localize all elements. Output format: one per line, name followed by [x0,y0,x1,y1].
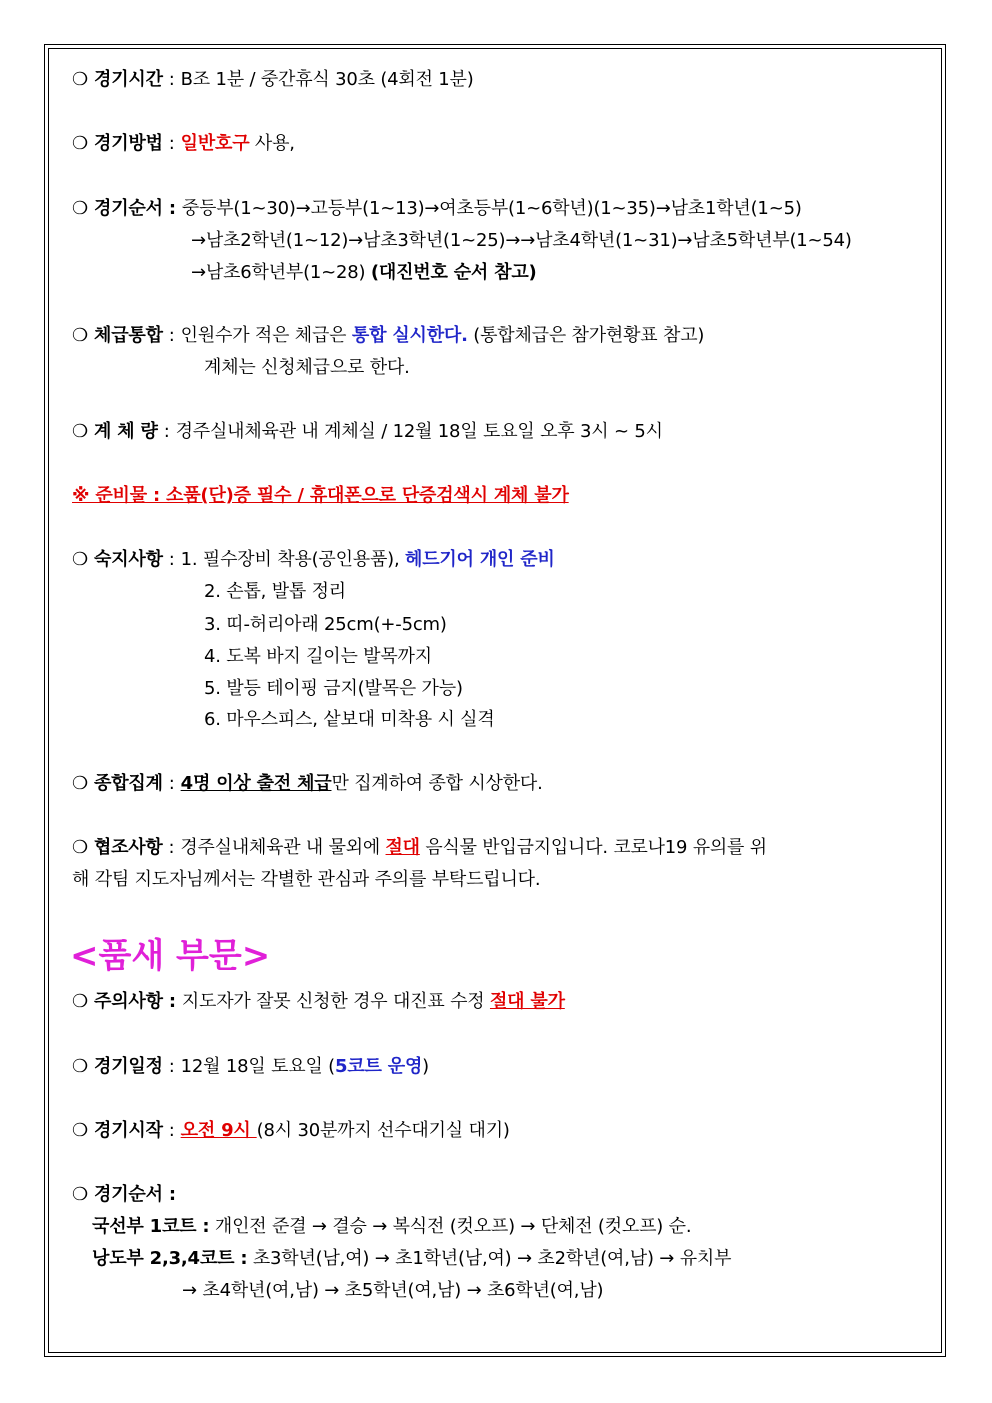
merge-row [72,324,704,348]
start-highlight: 오전 9시 [180,1120,257,1141]
poomsae-heading: <품새 부문> [70,936,271,976]
separator: : [168,549,175,570]
caution-label: 주의사항 : [94,991,176,1012]
notice-item4: 4. 도복 바지 길이는 발목까지 [204,646,432,667]
coop-row [72,836,918,860]
order1-line2: →남초2학년(1~12)→남초3학년(1~25)→→남초4학년(1~31)→남초5학년부(1~54) [191,230,852,251]
court2-label: 낭도부 2,3,4코트 : [92,1248,248,1269]
order1-row [72,197,802,221]
method-highlight: 일반호구 [180,133,250,154]
notice-item2: 2. 손톱, 발톱 정리 [204,581,346,602]
schedule-label: 경기일정 [94,1056,163,1077]
bullet-icon: ❍ [72,991,88,1012]
separator: : [168,133,175,154]
order2-label: 경기순서 : [94,1184,176,1205]
notice-item3: 3. 띠-허리아래 25cm(+-5cm) [204,614,447,635]
prep-notice: ※ 준비물 : 소품(단)증 필수 / 휴대폰으로 단증검색시 계체 불가 [72,485,569,506]
total-label: 종합집계 [94,773,163,794]
bullet-icon: ❍ [72,837,88,858]
order1-line1: 중등부(1~30)→고등부(1~13)→여초등부(1~6학년)(1~35)→남초1학년(1~5) [181,198,802,219]
bullet-icon: ❍ [72,69,88,90]
start-label: 경기시작 [94,1120,163,1141]
merge-text1: 인원수가 적은 체급은 [180,325,352,346]
separator: : [168,773,175,794]
coop-text2: 음식물 반입금지입니다. 코로나19 유의를 위 [419,837,767,858]
separator: : [168,1120,175,1141]
court1-row [92,1215,691,1239]
bullet-icon: ❍ [72,1056,88,1077]
court2-text: 초3학년(남,여) → 초1학년(남,여) → 초2학년(여,남) → 유치부 [247,1248,732,1269]
method-row [72,132,295,156]
bullet-icon: ❍ [72,1184,88,1205]
schedule-highlight: 5코트 운영 [334,1056,423,1077]
caution-highlight: 절대 불가 [489,991,565,1012]
court1-text: 개인전 준결 → 결승 → 복식전 (컷오프) → 단체전 (컷오프) 순. [209,1216,692,1237]
method-text: 사용, [249,133,295,154]
schedule-text1: 12월 18일 토요일 ( [180,1056,335,1077]
time-label: 경기시간 [94,69,163,90]
total-text: 만 집계하여 종합 시상한다. [331,773,543,794]
merge-highlight: 통합 실시한다. [351,325,468,346]
weigh-label: 계 체 량 [94,421,158,442]
court2-line2: → 초4학년(여,남) → 초5학년(여,남) → 초6학년(여,남) [182,1280,604,1301]
order1-line3-bold: (대진번호 순서 참고) [370,262,537,283]
merge-line2: 계체는 신청체급으로 한다. [204,357,410,378]
total-highlight: 4명 이상 출전 체급 [180,773,332,794]
court1-label: 국선부 1코트 : [92,1216,210,1237]
start-row [72,1119,510,1143]
bullet-icon: ❍ [72,133,88,154]
time-text: B조 1분 / 중간휴식 30초 (4회전 1분) [180,69,474,90]
merge-label: 체급통합 [94,325,163,346]
separator: : [168,69,175,90]
order1-line3: →남초6학년부(1~28) [191,262,371,283]
coop-label: 협조사항 [93,837,163,858]
order1-line3-row [191,261,537,285]
court2-row [92,1247,731,1271]
coop-line2: 해 각팀 지도자님께서는 각별한 관심과 주의를 부탁드립니다. [72,869,541,890]
notice-item1: 1. 필수장비 착용(공인용품), [180,549,406,570]
weigh-row [72,420,663,444]
notice-item5: 5. 발등 테이핑 금지(발목은 가능) [204,678,463,699]
method-label: 경기방법 [94,133,163,154]
notice-label: 숙지사항 [94,549,163,570]
schedule-text2: ) [422,1056,429,1077]
bullet-icon: ❍ [72,198,88,219]
caution-row [72,990,565,1014]
separator: : [168,837,175,858]
bullet-icon: ❍ [72,325,88,346]
order2-row [72,1183,176,1207]
merge-text2: (통합체급은 참가현황표 참고) [467,325,705,346]
bullet-icon: ❍ [72,421,88,442]
bullet-icon: ❍ [72,773,88,794]
separator: : [168,1056,175,1077]
separator: : [168,325,175,346]
bullet-icon: ❍ [72,549,88,570]
schedule-row [72,1055,429,1079]
coop-text1: 경주실내체육관 내 물외에 [180,837,386,858]
time-row [72,68,474,92]
caution-text: 지도자가 잘못 신청한 경우 대진표 수정 [181,991,490,1012]
bullet-icon: ❍ [72,1120,88,1141]
weigh-text: 경주실내체육관 내 계체실 / 12월 18일 토요일 오후 3시 ~ 5시 [175,421,663,442]
notice-row [72,548,555,572]
total-row [72,772,543,796]
coop-highlight: 절대 [385,837,420,858]
notice-item6: 6. 마우스피스, 샅보대 미착용 시 실격 [204,709,495,730]
order1-label: 경기순서 : [94,198,176,219]
separator: : [163,421,170,442]
notice-item1-highlight: 헤드기어 개인 준비 [405,549,555,570]
start-text: (8시 30분까지 선수대기실 대기) [256,1120,510,1141]
